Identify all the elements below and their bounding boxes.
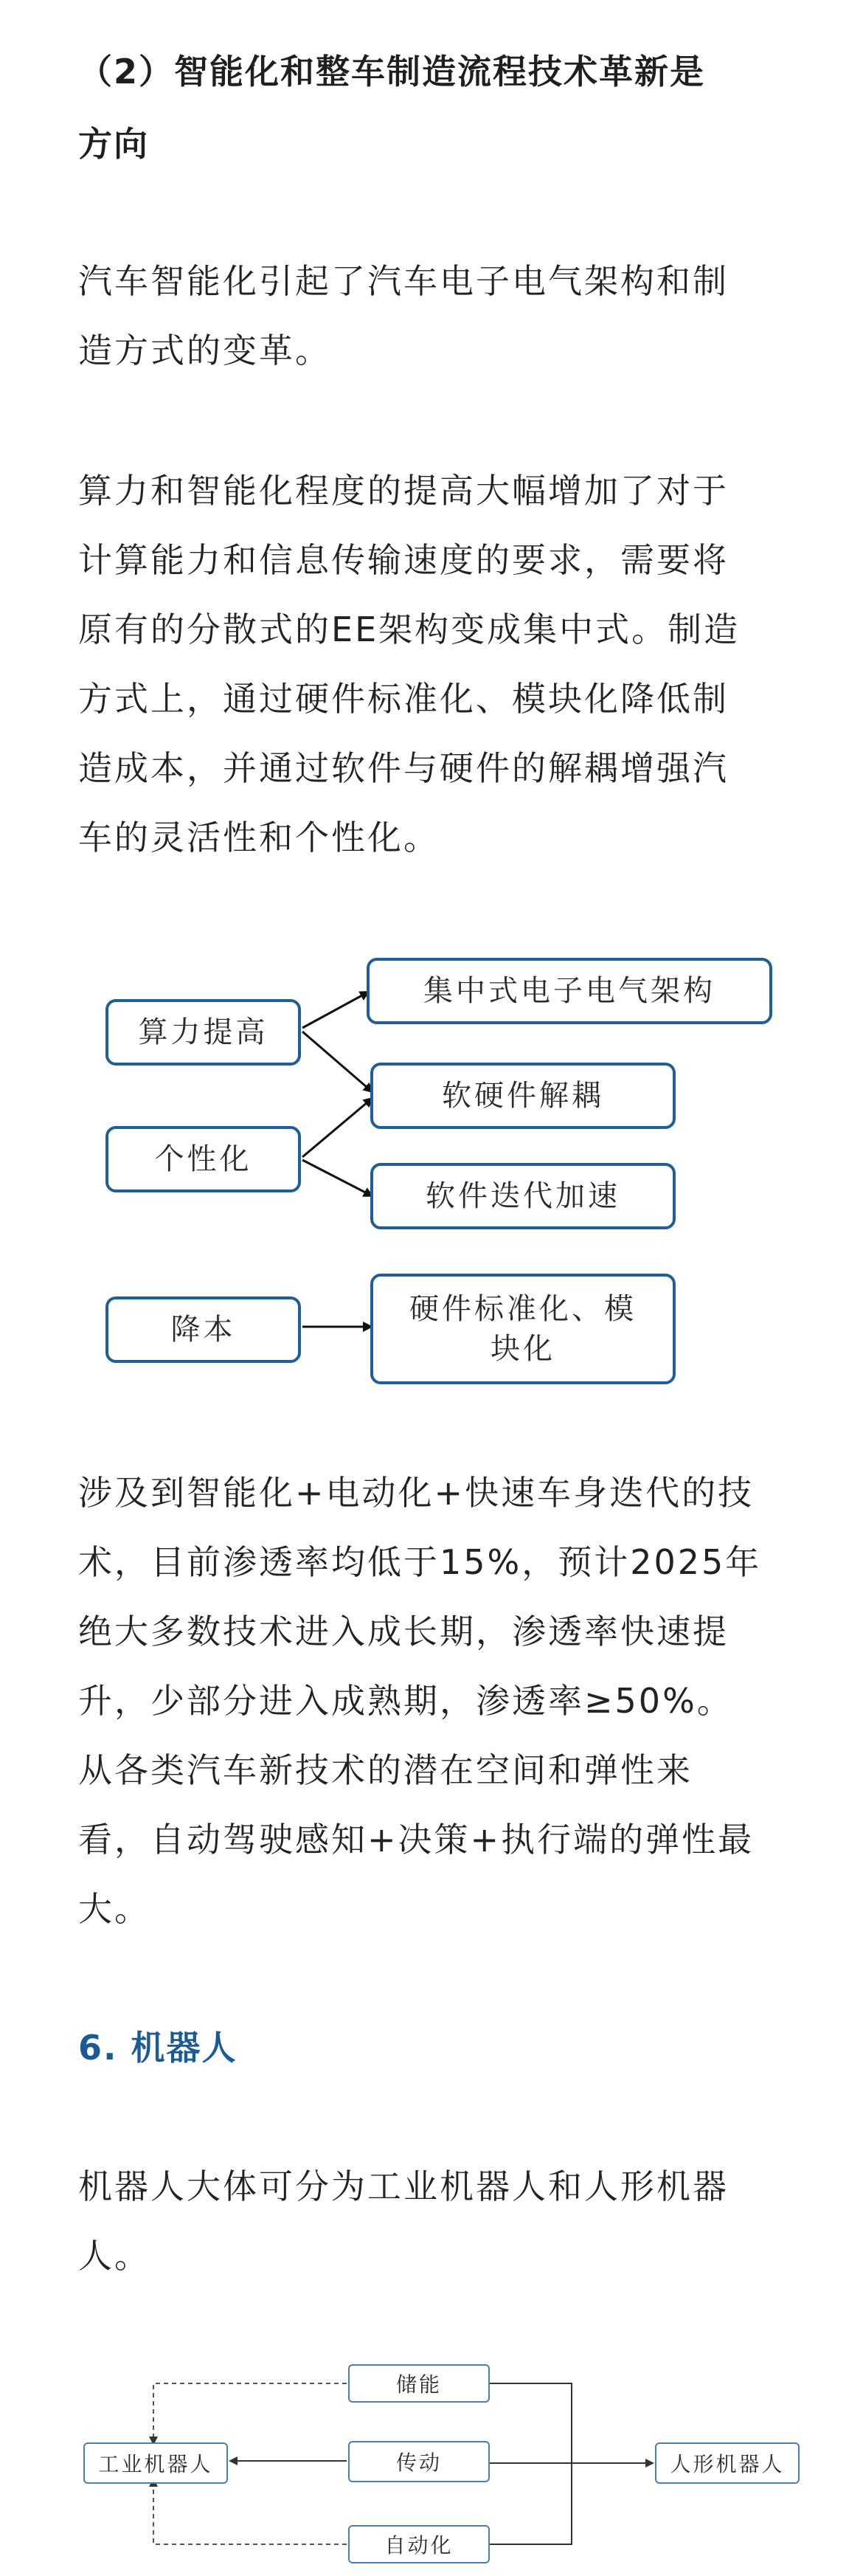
paragraph-line: 从各类汽车新技术的潜在空间和弹性来 bbox=[78, 1750, 693, 1790]
subsection-heading bbox=[78, 35, 786, 180]
node-compute-increase bbox=[105, 999, 301, 1066]
node-software-iteration bbox=[370, 1163, 676, 1229]
arrow-compute-to-decoupling bbox=[302, 1032, 372, 1092]
tech-innovation-diagram bbox=[0, 936, 863, 1408]
node-personalization bbox=[105, 1126, 301, 1192]
paragraph-robot-types bbox=[78, 2152, 786, 2290]
arrow-personal-to-decoupling bbox=[302, 1098, 372, 1157]
node-hardware-modularization bbox=[370, 1274, 676, 1384]
dashed-storage-to-industrial bbox=[153, 2383, 347, 2444]
paragraph-penetration-rate bbox=[78, 1458, 786, 1944]
node-automation bbox=[348, 2525, 490, 2563]
node-software-hardware-decoupling bbox=[370, 1063, 676, 1129]
node-label: 软硬件解耦 bbox=[442, 1079, 604, 1113]
paragraph-line: 绝大多数技术进入成长期，渗透率快速提 bbox=[78, 1612, 729, 1651]
dashed-automation-to-industrial bbox=[153, 2479, 347, 2544]
paragraph-line: 升，少部分进入成熟期，渗透率≥50%。 bbox=[78, 1681, 733, 1721]
node-label: 降本 bbox=[170, 1313, 236, 1347]
node-cost-reduction bbox=[105, 1296, 301, 1363]
node-label: 个性化 bbox=[154, 1142, 252, 1176]
node-label: 储能 bbox=[395, 2372, 442, 2397]
arrow-personal-to-iteration bbox=[302, 1160, 372, 1196]
heading-line-1: （2）智能化和整车制造流程技术革新是 bbox=[78, 52, 706, 91]
robot-types-diagram bbox=[0, 2339, 863, 2576]
node-central-ee-architecture bbox=[367, 958, 772, 1024]
heading-line-2: 方向 bbox=[78, 124, 149, 164]
node-label: 人形机器人 bbox=[670, 2452, 785, 2476]
node-label: 软件迭代加速 bbox=[426, 1179, 620, 1213]
paragraph-line: 人。 bbox=[78, 2236, 150, 2276]
section-title-robots: 6. 机器人 bbox=[78, 2028, 238, 2068]
node-humanoid-robot bbox=[655, 2442, 800, 2484]
paragraph-line: 方式上，通过硬件标准化、模块化降低制 bbox=[78, 679, 729, 719]
node-transmission bbox=[348, 2441, 490, 2482]
node-label: 集中式电子电气架构 bbox=[423, 974, 715, 1008]
node-label: 传动 bbox=[395, 2451, 442, 2475]
node-energy-storage bbox=[348, 2364, 490, 2403]
paragraph-line: 算力和智能化程度的提高大幅增加了对于 bbox=[78, 471, 729, 511]
node-label-line: 块化 bbox=[491, 1332, 555, 1366]
node-label: 自动化 bbox=[384, 2533, 454, 2558]
paragraph-ee-architecture bbox=[78, 456, 786, 872]
paragraph-line: 造成本，并通过软件与硬件的解耦增强汽 bbox=[78, 748, 729, 788]
node-label: 算力提高 bbox=[138, 1015, 268, 1049]
paragraph-line: 大。 bbox=[78, 1889, 150, 1929]
paragraph-line: 机器人大体可分为工业机器人和人形机器 bbox=[78, 2166, 729, 2206]
node-label: 工业机器人 bbox=[98, 2452, 213, 2476]
paragraph-line: 造方式的变革。 bbox=[78, 331, 331, 370]
paragraph-intelligence-intro bbox=[78, 246, 786, 385]
paragraph-line: 术，目前渗透率均低于15%，预计2025年 bbox=[78, 1542, 762, 1582]
paragraph-line: 计算能力和信息传输速度的要求，需要将 bbox=[78, 540, 729, 580]
paragraph-line: 看，自动驾驶感知+决策+执行端的弹性最 bbox=[78, 1820, 755, 1860]
node-label-line: 硬件标准化、模 bbox=[409, 1292, 637, 1326]
node-industrial-robot bbox=[83, 2442, 228, 2484]
paragraph-line: 涉及到智能化+电动化+快速车身迭代的技 bbox=[78, 1473, 755, 1513]
arrow-compute-to-central-ee bbox=[302, 992, 369, 1028]
paragraph-line: 汽车智能化引起了汽车电子电气架构和制 bbox=[78, 261, 729, 301]
paragraph-line: 原有的分散式的EE架构变成集中式。制造 bbox=[78, 610, 741, 649]
paragraph-line: 车的灵活性和个性化。 bbox=[78, 818, 440, 857]
